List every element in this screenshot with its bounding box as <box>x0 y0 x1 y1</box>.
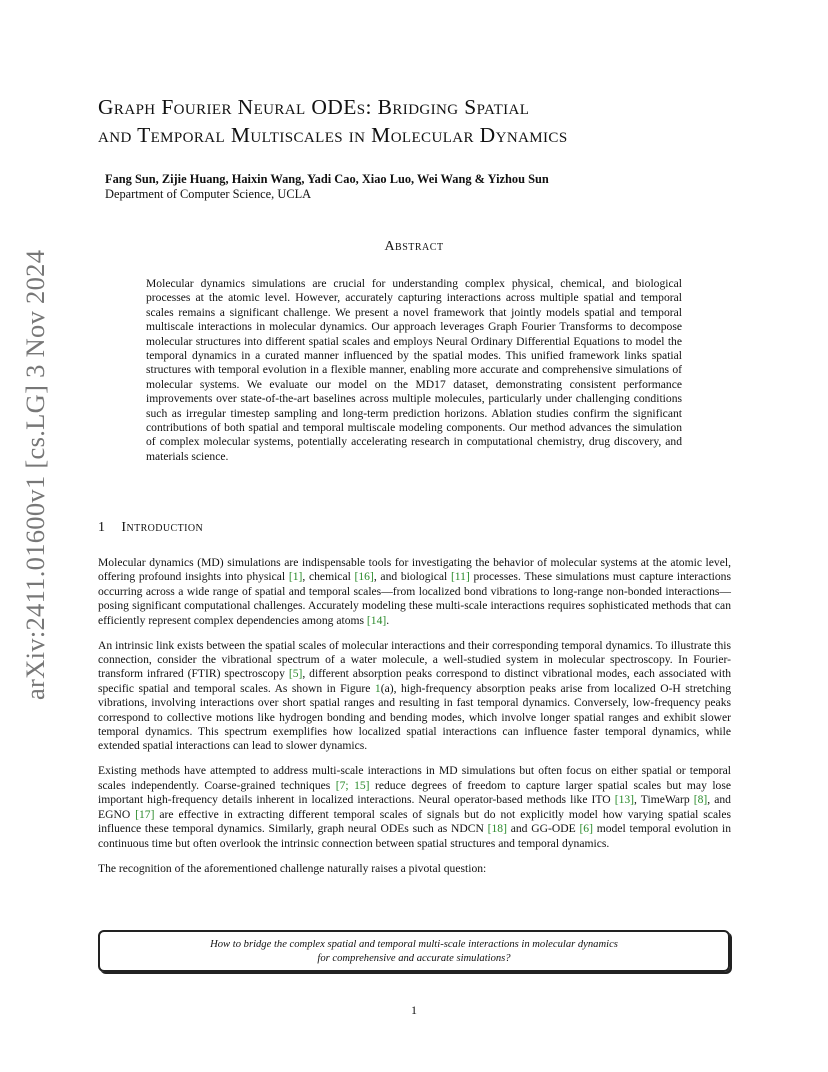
text-run: , and biological <box>373 570 451 584</box>
arxiv-identifier: arXiv:2411.01600v1 [cs.LG] 3 Nov 2024 <box>20 249 50 700</box>
abstract-heading: Abstract <box>384 239 444 254</box>
research-question-box <box>98 930 730 972</box>
text-run: and GG-ODE <box>506 822 580 836</box>
question-line-2: for comprehensive and accurate simulations? <box>317 953 511 964</box>
citation-link[interactable]: [1] <box>288 570 303 584</box>
text-run: Molecular dynamics (MD) simulations are indispensable tools for investigating the behavior of molecular systems at the atomic level, offering profound insights into physical <box>98 556 731 584</box>
citation-link[interactable]: [16] <box>354 570 374 584</box>
citation-link[interactable]: [8] <box>693 793 708 807</box>
question-line-1: How to bridge the complex spatial and temporal multi-scale interactions in molecular dynamics <box>210 939 618 950</box>
citation-link[interactable]: [5] <box>288 667 303 681</box>
text-run: are effective in extracting different temporal scales of signals but do not explicitly model how varying spatial scales influence these temporal dynamics. Similarly, graph neural ODEs such as NDCN <box>98 807 731 836</box>
text-run: reduce degrees of freedom to capture larger spatial scales but may lose important high-frequency details inherent in localized interactions. Neural operator-based methods like ITO <box>98 778 731 807</box>
citation-link[interactable]: [13] <box>614 793 635 807</box>
figure-link[interactable]: 1 <box>374 681 381 695</box>
arxiv-side-stamp <box>20 249 60 700</box>
citation-link[interactable]: [17] <box>135 807 155 821</box>
paper-title <box>98 93 738 149</box>
text-run: , chemical <box>302 570 355 584</box>
text-run: Existing methods have attempted to address multi-scale interactions in MD simulations but often focus on either spatial or temporal scales independently. Coarse-grained techniques <box>98 764 731 792</box>
text-run: model temporal evolution in continuous time but often overlook the intrinsic connection between spatial structures and temporal dynamics. <box>98 822 732 850</box>
title-line-2: and Temporal Multiscales in Molecular Dynamics <box>98 123 568 147</box>
text-run: , and EGNO <box>98 793 731 821</box>
section-title: Introduction <box>121 520 204 535</box>
paragraph-3 <box>98 764 731 850</box>
citation-link[interactable]: [6] <box>579 822 593 836</box>
paragraph-4: The recognition of the aforementioned challenge naturally raises a pivotal question: <box>98 861 487 875</box>
title-line-1: Graph Fourier Neural ODEs: Bridging Spatial <box>98 95 530 119</box>
abstract-text: Molecular dynamics simulations are crucial for understanding complex physical, chemical, and biological processes at the atomic level. However, accurately capturing interactions across multiple spatial and temporal scales remains a significant challenge. We present a novel framework that jointly models spatial and temporal multiscale interactions in molecular dynamics. Our approach leverages Graph Fourier Transforms to decompose molecular structures into different spatial scales and employs Neural Ordinary Differential Equations to model the temporal dynamics in a curated manner influenced by the spatial modes. This unified framework links spatial structures with temporal evolution in a flexible manner, enabling more accurate and comprehensive simulations of molecular systems. We evaluate our model on the MD17 dataset, demonstrating consistent performance improvements over state-of-the-art baselines across multiple molecules, particularly under challenging conditions such as irregular timestep sampling and long-term prediction horizons. Ablation studies confirm the significant contributions of both spatial and temporal multiscale modeling components. Our method advances the simulation of complex molecular systems, potentially accelerating research in computational chemistry, drug discovery, and materials science. <box>146 277 682 463</box>
citation-link[interactable]: [11] <box>450 570 470 584</box>
paragraph-1 <box>98 556 731 628</box>
text-run: . <box>386 613 390 627</box>
section-number: 1 <box>98 520 106 535</box>
citation-link[interactable]: [18] <box>487 822 507 836</box>
text-run: An intrinsic link exists between the spatial scales of molecular interactions and their corresponding temporal dynamics. To illustrate this connection, consider the vibrational spectrum of a water molecule, a well-studied system in molecular spectroscopy. In Fourier-transform infrared (FTIR) spectroscopy <box>98 638 731 681</box>
citation-link[interactable]: [14] <box>366 613 387 627</box>
text-run: (a), high-frequency absorption peaks arise from localized O-H stretching vibrations, involving interactions over short spatial ranges and resulting in fast temporal dynamics. Conversely, low-frequency peaks correspond to collective motions like hydrogen bonding and bending modes, which involve longer spatial ranges and exhibit slower temporal dynamics. This spectrum exemplifies how localized spatial interactions can influence faster temporal dynamics, while extended spatial interactions can lead to slower dynamics. <box>98 681 732 753</box>
body-text <box>98 556 731 887</box>
text-run: , TimeWarp <box>634 793 694 807</box>
citation-link[interactable]: [7; 15] <box>335 778 370 792</box>
text-run: , different absorption peaks correspond to distinct vibrational modes, each associated with specific spatial and temporal scales. As shown in Figure <box>98 667 731 695</box>
page-number: 1 <box>411 1003 417 1017</box>
affiliation: Department of Computer Science, UCLA <box>105 187 312 201</box>
text-run: processes. These simulations must capture interactions occurring across a wide range of spatial and temporal scales—from localized bond vibrations to long-range non-bonded interactions—posing significant computational challenges. Accurately modeling these multi-scale interactions requires sophisticated methods that can efficiently represent complex dependencies among atoms <box>98 570 731 627</box>
author-list: Fang Sun, Zijie Huang, Haixin Wang, Yadi Cao, Xiao Luo, Wei Wang & Yizhou Sun <box>105 172 549 186</box>
paragraph-2 <box>98 639 731 754</box>
section-heading <box>98 520 203 536</box>
